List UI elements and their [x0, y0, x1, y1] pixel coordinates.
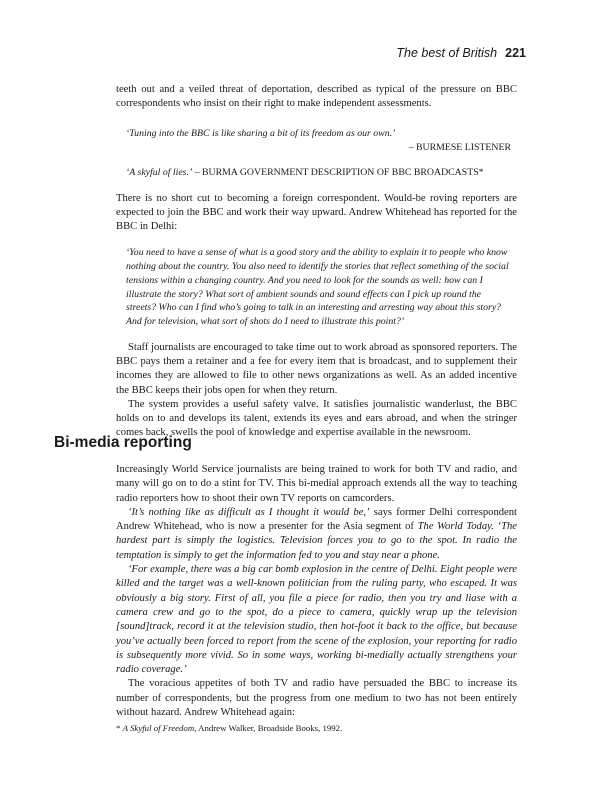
section-heading: Bi-media reporting — [54, 434, 192, 451]
footnote-book-title: A Skyful of Freedom — [122, 723, 195, 733]
page-number: 221 — [505, 46, 526, 60]
quote-burma-government — [126, 166, 511, 179]
inline-quote: ‘It’s nothing like as difficult as I thought it would be,’ — [128, 506, 370, 518]
quote-burmese-listener: ‘Tuning into the BBC is like sharing a bit of its freedom as our own.’ — [126, 127, 396, 139]
quote-attribution: – BURMA GOVERNMENT DESCRIPTION OF BBC BROADCASTS* — [192, 166, 484, 178]
programme-title: The World Today. — [417, 521, 494, 533]
blockquote: ‘You need to have a sense of what is a good story and the ability to explain it to people who know nothing about the country. You also need to identify the stories that reflect something of the social tensions within a changing country. And you need to look for the sounds as well: how can I illustrate the story? What sort of ambient sounds and sound effects can I pick up round the streets? Who can I find who’s going to talk in an interesting and arresting way about this story? And for television, what sort of shots do I need to illustrate this point?’ — [126, 247, 509, 327]
quote-attribution: – BURMESE LISTENER — [408, 141, 511, 153]
paragraph: teeth out and a veiled threat of deportation, described as typical of the pressure on BBC correspondents who insist on their right to make independent assessments. — [116, 84, 517, 110]
paragraph: The system provides a useful safety valve. It satisfies journalistic wanderlust, the BBC holds on to and develops its talent, extends its eyes and ears abroad, and when the stringer comes back, swells the pool of knowledge and expertise available in the newsroom. — [116, 398, 517, 439]
paragraph: Staff journalists are encouraged to take time out to work abroad as sponsored reporters. The BBC pays them a retainer and a fee for every item that is broadcast, and to supplement their incomes they are allowed to file to other news organizations as well. As an added incentive the BBC keeps their jobs open for when they return. — [116, 341, 517, 396]
footnote — [116, 723, 342, 733]
footnote-marker: * — [116, 723, 123, 733]
running-title: The best of British — [396, 46, 498, 60]
epigraph-quotes — [126, 127, 511, 179]
running-header — [396, 46, 526, 60]
paragraph: The voracious appetites of both TV and radio have persuaded the BBC to increase its number of correspondents, but the progress from one medium to two has not been entirely without hazard. Andrew Whitehead again: — [116, 678, 517, 719]
footnote-text: , Andrew Walker, Broadside Books, 1992. — [194, 723, 343, 733]
body-section-2 — [116, 463, 517, 720]
paragraph — [116, 506, 517, 563]
inline-quote: ‘The hardest part is simply the logistics. Television forces you to go to the spot. In radio the temptation is simply to get the information fed to you and stay near a phone. — [116, 521, 517, 561]
inline-text: says former Delhi correspondent Andrew Whitehead, who is now a presenter for the Asia segment of — [116, 506, 517, 533]
paragraph: There is no short cut to becoming a foreign correspondent. Would-be roving reporters are expected to join the BBC and work their way upward. Andrew Whitehead has reported for the BBC in Delhi: — [116, 192, 517, 233]
paragraph: Increasingly World Service journalists are being trained to work for both TV and radio, and many will go on to do a stint for TV. This bi-medial approach extends all the way to teaching radio reporters how to shoot their own TV reports on camcorders. — [116, 464, 517, 504]
quote-text: ‘A skyful of lies.’ — [126, 166, 193, 178]
paragraph-quote: ‘For example, there was a big car bomb explosion in the centre of Delhi. Eight people were killed and the target was a well-known politician from the ruling party, who escaped. It was obviously a big story. First of all, you file a piece for radio, then you try and liase with a camera crew and go to the spot, do a piece to camera, quickly wrap up the television [sound]track, record it at the television studio, then hot-foot it back to the office, but because you’ve actually been forced to report from the scene of the explosion, your reporting for radio is subsequently more vivid. So in some ways, working bi-medially actually strengthens your radio coverage.’ — [116, 564, 517, 676]
body-section-1 — [116, 83, 517, 441]
